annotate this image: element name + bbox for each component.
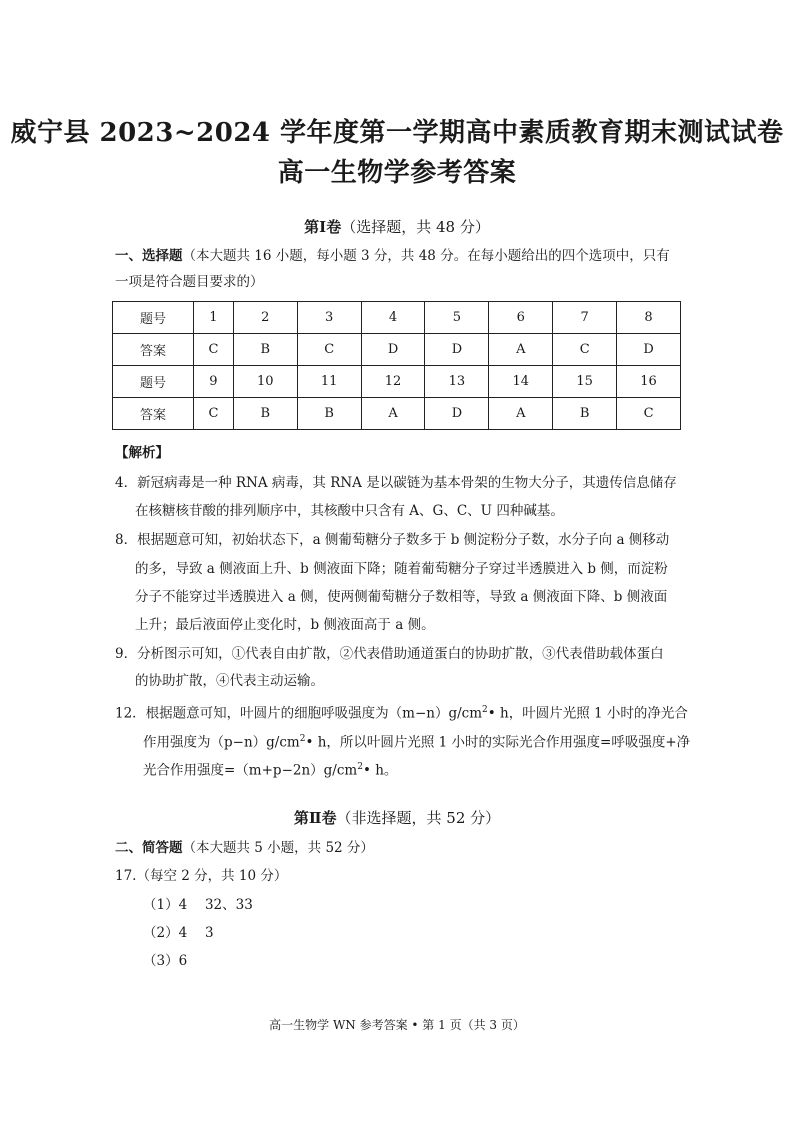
q9-line1: 9．分析图示可知，①代表自由扩散，②代表借助通道蛋白的协助扩散，③代表借助载体蛋白 bbox=[115, 646, 664, 662]
q12-line1 bbox=[115, 700, 688, 724]
q4-line1: 4．新冠病毒是一种 RNA 病毒，其 RNA 是以碳链为基本骨架的生物大分子，其遗传信息储存 bbox=[115, 475, 677, 491]
superscript: 2 bbox=[299, 734, 306, 744]
q12-line1-b: • h，叶圆片光照 1 小时的净光合 bbox=[487, 705, 688, 722]
table-cell: 6 bbox=[489, 302, 553, 334]
q8-line1: 8．根据题意可知，初始状态下，a 侧葡萄糖分子数多于 b 侧淀粉分子数，水分子向 a 侧移动 bbox=[115, 532, 670, 548]
table-cell: 10 bbox=[233, 366, 297, 398]
table-cell: D bbox=[617, 334, 681, 366]
part1-heading-rest: （选择题，共 48 分） bbox=[341, 218, 490, 236]
table-cell: B bbox=[233, 398, 297, 430]
q17-heading: 17.（每空 2 分，共 10 分） bbox=[115, 868, 288, 884]
choice-intro-label: 一、选择题 bbox=[115, 248, 183, 264]
table-cell: C bbox=[194, 334, 234, 366]
table-cell: 11 bbox=[297, 366, 361, 398]
superscript: 2 bbox=[357, 762, 363, 772]
table-cell: B bbox=[233, 334, 297, 366]
q9-line2: 的协助扩散，④代表主动运输。 bbox=[135, 673, 324, 689]
q12-line3-b: • h。 bbox=[362, 762, 398, 779]
part2-heading bbox=[0, 807, 794, 828]
q8-line2: 的多，导致 a 侧液面上升、b 侧液面下降；随着葡萄糖分子穿过半透膜进入 b 侧，而淀粉 bbox=[135, 561, 668, 577]
table-cell: 7 bbox=[553, 302, 617, 334]
table-cell: 1 bbox=[194, 302, 234, 334]
table-cell: B bbox=[297, 398, 361, 430]
row-label-answer: 答案 bbox=[113, 398, 194, 430]
q12-line2 bbox=[143, 729, 690, 753]
table-cell: 16 bbox=[617, 366, 681, 398]
short-answer-label: 二、简答题 bbox=[115, 840, 183, 856]
part1-heading bbox=[0, 216, 794, 237]
q17-answer-2: （2）4 3 bbox=[143, 925, 214, 941]
q4-line2: 在核糖核苷酸的排列顺序中，其核酸中只含有 A、G、C、U 四种碱基。 bbox=[135, 503, 564, 519]
table-row bbox=[113, 334, 681, 366]
part2-heading-rest: （非选择题，共 52 分） bbox=[336, 809, 501, 827]
table-cell: D bbox=[425, 398, 489, 430]
part1-heading-bold: 第Ⅰ卷 bbox=[304, 218, 342, 236]
choice-intro-text: （本大题共 16 小题，每小题 3 分，共 48 分。在每小题给出的四个选项中，只有 bbox=[182, 248, 670, 264]
table-cell: 12 bbox=[361, 366, 425, 398]
q12-line1-a: 12．根据题意可知，叶圆片的细胞呼吸强度为（m−n）g/cm bbox=[115, 705, 483, 722]
short-answer-text: （本大题共 5 小题，共 52 分） bbox=[182, 840, 374, 856]
table-cell: C bbox=[194, 398, 234, 430]
table-cell: C bbox=[297, 334, 361, 366]
row-label-number: 题号 bbox=[113, 366, 194, 398]
q8-line4: 上升；最后液面停止变化时，b 侧液面高于 a 侧。 bbox=[135, 617, 435, 633]
q17-answer-3: （3）6 bbox=[143, 953, 188, 969]
table-cell: A bbox=[361, 398, 425, 430]
table-cell: 5 bbox=[425, 302, 489, 334]
table-row bbox=[113, 398, 681, 430]
superscript: 2 bbox=[482, 705, 488, 715]
table-cell: A bbox=[489, 334, 553, 366]
table-row bbox=[113, 302, 681, 334]
q12-line2-b: • h，所以叶圆片光照 1 小时的实际光合作用强度=呼吸强度+净 bbox=[305, 734, 691, 751]
q17-answer-1: （1）4 32、33 bbox=[143, 897, 253, 913]
row-label-number: 题号 bbox=[113, 302, 194, 334]
table-cell: 4 bbox=[361, 302, 425, 334]
table-cell: 14 bbox=[489, 366, 553, 398]
row-label-answer: 答案 bbox=[113, 334, 194, 366]
page-footer: 高一生物学 WN 参考答案 • 第 1 页（共 3 页） bbox=[269, 1018, 525, 1032]
table-cell: 13 bbox=[425, 366, 489, 398]
table-cell: 8 bbox=[617, 302, 681, 334]
answer-table bbox=[112, 301, 681, 430]
table-cell: A bbox=[489, 398, 553, 430]
q12-line2-a: 作用强度为（p−n）g/cm bbox=[143, 734, 300, 751]
answer-title: 高一生物学参考答案 bbox=[277, 158, 517, 188]
part2-heading-bold: 第Ⅱ卷 bbox=[293, 809, 337, 827]
table-cell: 2 bbox=[233, 302, 297, 334]
analysis-label: 【解析】 bbox=[115, 445, 169, 461]
table-cell: C bbox=[553, 334, 617, 366]
table-cell: C bbox=[617, 398, 681, 430]
table-cell: 3 bbox=[297, 302, 361, 334]
choice-intro-line2: 一项是符合题目要求的） bbox=[115, 274, 264, 290]
q12-line3-a: 光合作用强度=（m+p−2n）g/cm bbox=[143, 762, 358, 779]
q8-line3: 分子不能穿过半透膜进入 a 侧，使两侧葡萄糖分子数相等，导致 a 侧液面下降、b 侧液面 bbox=[135, 589, 668, 605]
table-row bbox=[113, 366, 681, 398]
exam-title: 威宁县 2023~2024 学年度第一学期高中素质教育期末测试试卷 bbox=[10, 118, 784, 148]
table-cell: B bbox=[553, 398, 617, 430]
table-cell: 9 bbox=[194, 366, 234, 398]
q12-line3 bbox=[143, 757, 397, 781]
table-cell: D bbox=[425, 334, 489, 366]
choice-intro-line1 bbox=[115, 246, 670, 266]
short-answer-intro bbox=[115, 838, 374, 858]
table-cell: D bbox=[361, 334, 425, 366]
table-cell: 15 bbox=[553, 366, 617, 398]
